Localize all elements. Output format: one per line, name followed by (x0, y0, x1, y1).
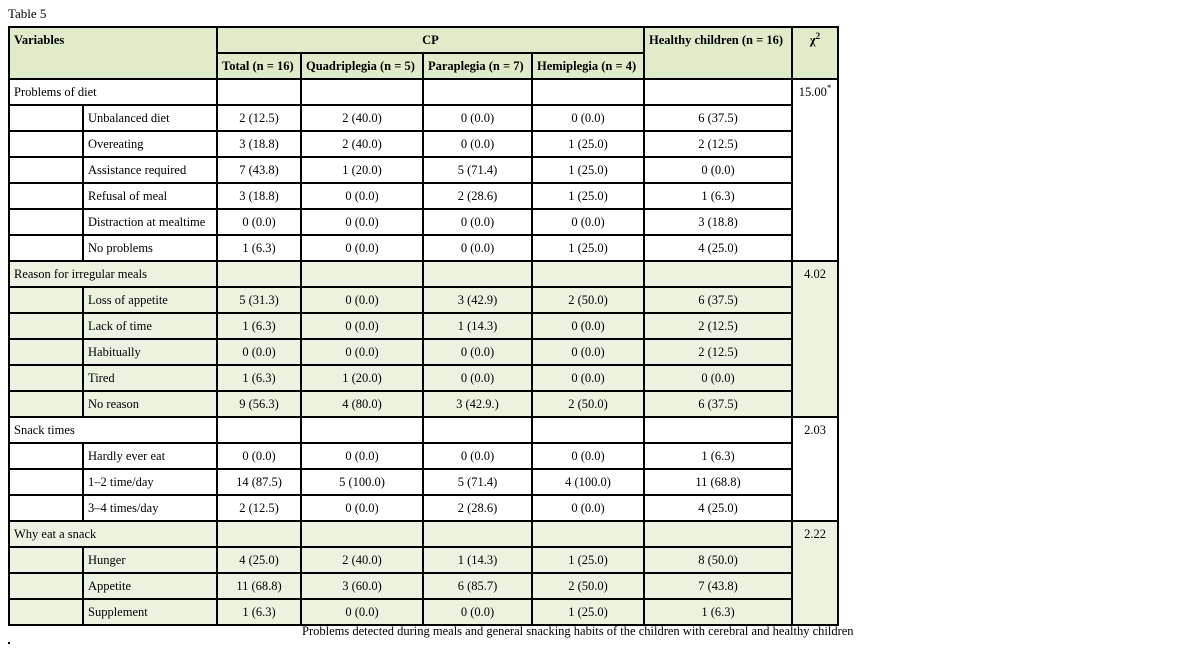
value-cell-para: 0 (0.0) (423, 443, 532, 469)
value-cell-healthy: 8 (50.0) (644, 547, 792, 573)
value-cell-total: 1 (6.3) (217, 235, 301, 261)
empty-cell (301, 79, 423, 105)
row-label: 3–4 times/day (83, 495, 217, 521)
table-row (9, 599, 838, 625)
indent-cell (9, 573, 83, 599)
table-row (9, 235, 838, 261)
value-cell-total: 1 (6.3) (217, 365, 301, 391)
value-cell-hemi: 0 (0.0) (532, 495, 644, 521)
value-cell-hemi: 2 (50.0) (532, 391, 644, 417)
indent-cell (9, 131, 83, 157)
value-cell-quad: 0 (0.0) (301, 183, 423, 209)
row-label: Loss of appetite (83, 287, 217, 313)
empty-cell (217, 417, 301, 443)
value-cell-para: 0 (0.0) (423, 131, 532, 157)
row-label: Appetite (83, 573, 217, 599)
value-cell-quad: 0 (0.0) (301, 209, 423, 235)
indent-cell (9, 339, 83, 365)
indent-cell (9, 157, 83, 183)
empty-cell (301, 417, 423, 443)
header-healthy: Healthy children (n = 16) (644, 27, 792, 79)
row-label: Overeating (83, 131, 217, 157)
table-row (9, 573, 838, 599)
value-cell-healthy: 4 (25.0) (644, 495, 792, 521)
value-cell-hemi: 2 (50.0) (532, 573, 644, 599)
group-row (9, 521, 838, 547)
header-cp: CP (217, 27, 644, 53)
indent-cell (9, 365, 83, 391)
value-cell-quad: 2 (40.0) (301, 105, 423, 131)
indent-cell (9, 183, 83, 209)
significance-mark: * (826, 82, 832, 93)
value-cell-hemi: 4 (100.0) (532, 469, 644, 495)
empty-cell (532, 521, 644, 547)
value-cell-hemi: 0 (0.0) (532, 443, 644, 469)
data-table (8, 26, 839, 626)
empty-cell (644, 261, 792, 287)
chi-square-number: 2.22 (804, 527, 826, 541)
value-cell-para: 1 (14.3) (423, 313, 532, 339)
value-cell-hemi: 1 (25.0) (532, 235, 644, 261)
value-cell-para: 0 (0.0) (423, 339, 532, 365)
value-cell-total: 11 (68.8) (217, 573, 301, 599)
value-cell-healthy: 6 (37.5) (644, 287, 792, 313)
row-label: Habitually (83, 339, 217, 365)
value-cell-healthy: 4 (25.0) (644, 235, 792, 261)
empty-cell (217, 521, 301, 547)
empty-cell (423, 79, 532, 105)
table-row (9, 209, 838, 235)
group-label: Snack times (9, 417, 217, 443)
row-label: 1–2 time/day (83, 469, 217, 495)
value-cell-healthy: 11 (68.8) (644, 469, 792, 495)
value-cell-para: 0 (0.0) (423, 235, 532, 261)
value-cell-hemi: 2 (50.0) (532, 287, 644, 313)
empty-cell (217, 261, 301, 287)
value-cell-hemi: 1 (25.0) (532, 547, 644, 573)
header-variables: Variables (9, 27, 217, 79)
row-label: Hunger (83, 547, 217, 573)
table-row (9, 443, 838, 469)
indent-cell (9, 547, 83, 573)
indent-cell (9, 469, 83, 495)
footnote-dot (8, 642, 10, 644)
value-cell-healthy: 1 (6.3) (644, 443, 792, 469)
table-label: Table 5 (8, 6, 47, 21)
value-cell-hemi: 0 (0.0) (532, 365, 644, 391)
value-cell-para: 3 (42.9.) (423, 391, 532, 417)
value-cell-hemi: 0 (0.0) (532, 209, 644, 235)
table-row (9, 105, 838, 131)
indent-cell (9, 443, 83, 469)
value-cell-quad: 1 (20.0) (301, 157, 423, 183)
row-label: Hardly ever eat (83, 443, 217, 469)
row-label: Supplement (83, 599, 217, 625)
value-cell-para: 0 (0.0) (423, 209, 532, 235)
row-label: Unbalanced diet (83, 105, 217, 131)
value-cell-total: 3 (18.8) (217, 183, 301, 209)
row-label: Refusal of meal (83, 183, 217, 209)
chi-square-value (792, 521, 838, 625)
empty-cell (532, 417, 644, 443)
empty-cell (423, 261, 532, 287)
value-cell-total: 1 (6.3) (217, 313, 301, 339)
value-cell-healthy: 1 (6.3) (644, 599, 792, 625)
value-cell-quad: 0 (0.0) (301, 313, 423, 339)
header-chi-square (792, 27, 838, 79)
group-label: Problems of diet (9, 79, 217, 105)
chi-square-number: 4.02 (804, 267, 826, 281)
row-label: Tired (83, 365, 217, 391)
group-label: Why eat a snack (9, 521, 217, 547)
table-row (9, 391, 838, 417)
table-row (9, 495, 838, 521)
value-cell-para: 1 (14.3) (423, 547, 532, 573)
value-cell-healthy: 2 (12.5) (644, 339, 792, 365)
value-cell-para: 3 (42.9) (423, 287, 532, 313)
value-cell-para: 2 (28.6) (423, 495, 532, 521)
value-cell-total: 2 (12.5) (217, 495, 301, 521)
empty-cell (301, 261, 423, 287)
value-cell-para: 0 (0.0) (423, 105, 532, 131)
value-cell-total: 3 (18.8) (217, 131, 301, 157)
value-cell-hemi: 1 (25.0) (532, 183, 644, 209)
row-label: Lack of time (83, 313, 217, 339)
value-cell-healthy: 1 (6.3) (644, 183, 792, 209)
chi-square-value (792, 417, 838, 521)
value-cell-healthy: 6 (37.5) (644, 391, 792, 417)
value-cell-total: 0 (0.0) (217, 443, 301, 469)
header-hemiplegia: Hemiplegia (n = 4) (532, 53, 644, 79)
value-cell-quad: 0 (0.0) (301, 235, 423, 261)
value-cell-healthy: 0 (0.0) (644, 365, 792, 391)
value-cell-total: 14 (87.5) (217, 469, 301, 495)
table-body (9, 79, 838, 625)
value-cell-para: 2 (28.6) (423, 183, 532, 209)
value-cell-quad: 5 (100.0) (301, 469, 423, 495)
group-row (9, 79, 838, 105)
row-label: No reason (83, 391, 217, 417)
indent-cell (9, 495, 83, 521)
indent-cell (9, 599, 83, 625)
chi-square-value (792, 79, 838, 261)
value-cell-quad: 2 (40.0) (301, 547, 423, 573)
table-header (9, 27, 838, 79)
empty-cell (644, 521, 792, 547)
value-cell-hemi: 0 (0.0) (532, 313, 644, 339)
row-label: No problems (83, 235, 217, 261)
header-paraplegia: Paraplegia (n = 7) (423, 53, 532, 79)
value-cell-healthy: 7 (43.8) (644, 573, 792, 599)
empty-cell (532, 261, 644, 287)
value-cell-hemi: 1 (25.0) (532, 599, 644, 625)
indent-cell (9, 313, 83, 339)
table-row (9, 547, 838, 573)
empty-cell (423, 417, 532, 443)
chi-square-number: 15.00 (798, 85, 827, 99)
value-cell-quad: 0 (0.0) (301, 339, 423, 365)
indent-cell (9, 105, 83, 131)
value-cell-hemi: 0 (0.0) (532, 339, 644, 365)
table-row (9, 157, 838, 183)
value-cell-para: 0 (0.0) (423, 365, 532, 391)
value-cell-hemi: 1 (25.0) (532, 131, 644, 157)
empty-cell (423, 521, 532, 547)
chi-square-number: 2.03 (804, 423, 826, 437)
group-row (9, 261, 838, 287)
indent-cell (9, 209, 83, 235)
value-cell-healthy: 2 (12.5) (644, 131, 792, 157)
value-cell-total: 5 (31.3) (217, 287, 301, 313)
table-row (9, 339, 838, 365)
value-cell-healthy: 0 (0.0) (644, 157, 792, 183)
value-cell-total: 9 (56.3) (217, 391, 301, 417)
chi-superscript: 2 (815, 30, 821, 41)
header-quadriplegia: Quadriplegia (n = 5) (301, 53, 423, 79)
value-cell-total: 1 (6.3) (217, 599, 301, 625)
empty-cell (217, 79, 301, 105)
empty-cell (301, 521, 423, 547)
empty-cell (644, 417, 792, 443)
value-cell-total: 0 (0.0) (217, 339, 301, 365)
value-cell-quad: 3 (60.0) (301, 573, 423, 599)
table-row (9, 313, 838, 339)
value-cell-healthy: 6 (37.5) (644, 105, 792, 131)
value-cell-quad: 4 (80.0) (301, 391, 423, 417)
chi-symbol: χ (809, 33, 816, 47)
table-row (9, 365, 838, 391)
value-cell-total: 4 (25.0) (217, 547, 301, 573)
table-row (9, 183, 838, 209)
value-cell-quad: 0 (0.0) (301, 599, 423, 625)
value-cell-quad: 2 (40.0) (301, 131, 423, 157)
value-cell-para: 5 (71.4) (423, 469, 532, 495)
value-cell-total: 0 (0.0) (217, 209, 301, 235)
indent-cell (9, 235, 83, 261)
value-cell-healthy: 3 (18.8) (644, 209, 792, 235)
table-footnote: Problems detected during meals and general snacking habits of the children with cerebral and healthy children (302, 624, 854, 638)
header-total: Total (n = 16) (217, 53, 301, 79)
value-cell-para: 6 (85.7) (423, 573, 532, 599)
value-cell-total: 2 (12.5) (217, 105, 301, 131)
group-label: Reason for irregular meals (9, 261, 217, 287)
table-row (9, 287, 838, 313)
empty-cell (644, 79, 792, 105)
value-cell-quad: 0 (0.0) (301, 495, 423, 521)
value-cell-hemi: 0 (0.0) (532, 105, 644, 131)
value-cell-total: 7 (43.8) (217, 157, 301, 183)
chi-square-value (792, 261, 838, 417)
value-cell-quad: 0 (0.0) (301, 287, 423, 313)
table-row (9, 469, 838, 495)
table-row (9, 131, 838, 157)
empty-cell (532, 79, 644, 105)
value-cell-para: 5 (71.4) (423, 157, 532, 183)
row-label: Assistance required (83, 157, 217, 183)
indent-cell (9, 287, 83, 313)
value-cell-quad: 1 (20.0) (301, 365, 423, 391)
value-cell-quad: 0 (0.0) (301, 443, 423, 469)
group-row (9, 417, 838, 443)
value-cell-hemi: 1 (25.0) (532, 157, 644, 183)
value-cell-para: 0 (0.0) (423, 599, 532, 625)
value-cell-healthy: 2 (12.5) (644, 313, 792, 339)
row-label: Distraction at mealtime (83, 209, 217, 235)
indent-cell (9, 391, 83, 417)
